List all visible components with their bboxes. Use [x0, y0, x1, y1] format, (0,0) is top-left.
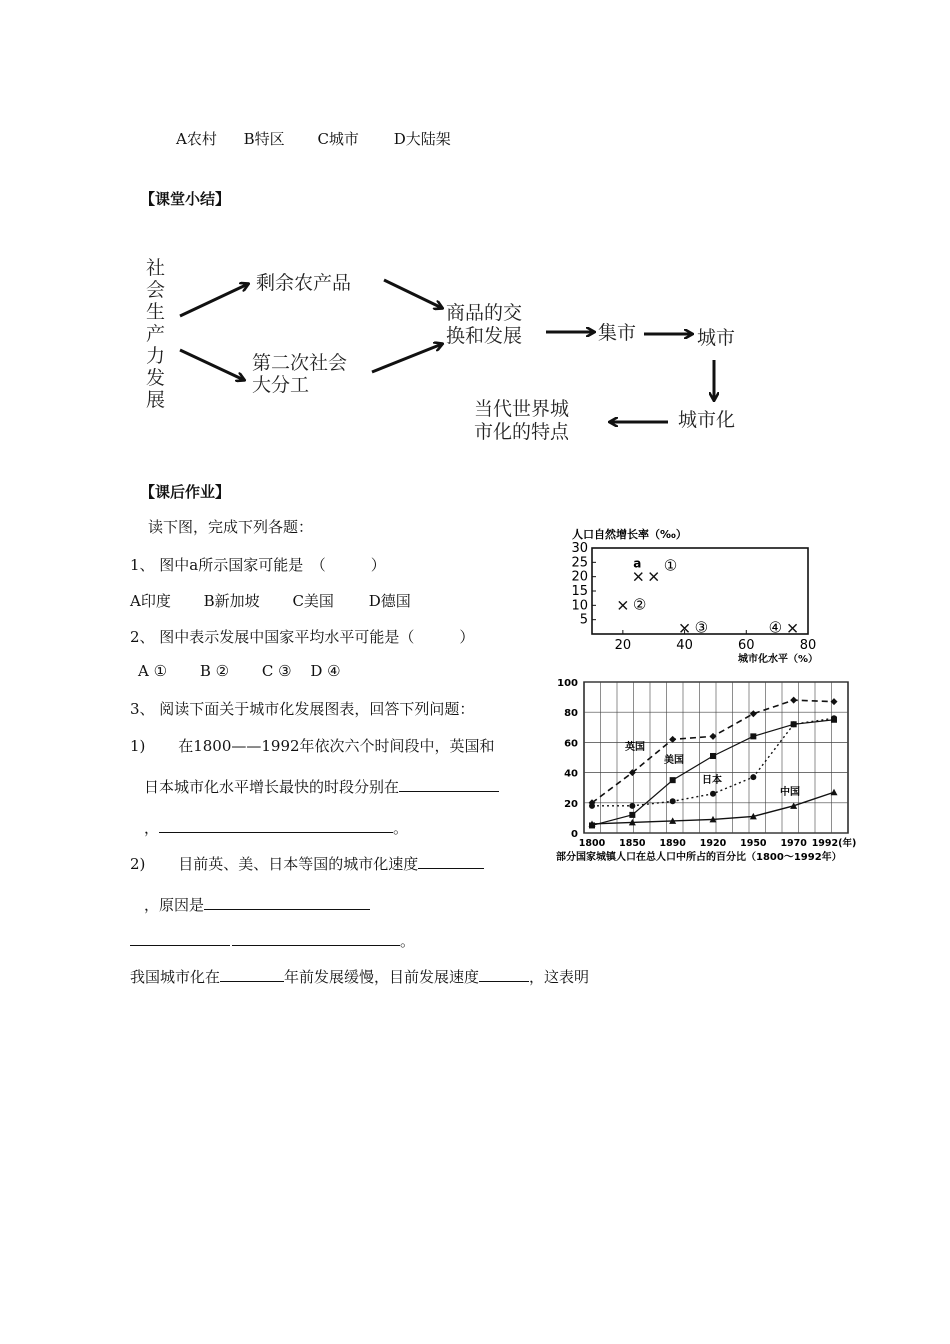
- prev-option-a: A农村: [176, 130, 217, 148]
- arrow-to-surplus: [180, 284, 248, 316]
- exchange-label-1: 商品的交: [446, 302, 523, 324]
- answer-blank-3[interactable]: [418, 854, 484, 869]
- q3-sub2-number: 2): [130, 855, 146, 873]
- line-chart-y-tick-label: 60: [564, 738, 578, 750]
- q3-last-text-2: 年前发展缓慢，目前发展速度: [284, 968, 480, 986]
- q3-period-1: 。: [393, 819, 409, 837]
- features-label-2: 市化的特点: [474, 421, 570, 443]
- line-series-label: 中国: [780, 787, 800, 798]
- homework-heading: 【课后作业】: [140, 483, 231, 501]
- answer-blank-5[interactable]: [130, 931, 230, 946]
- answer-blank-6[interactable]: [232, 931, 400, 946]
- line-chart-y-tick-label: 20: [564, 798, 578, 810]
- answer-blank-8[interactable]: [479, 967, 529, 982]
- line-point-marker: [831, 715, 837, 721]
- arrow-surplus-to-exchange: [384, 280, 442, 308]
- q2-option-a: A ①: [138, 662, 168, 680]
- q1-option-c: C美国: [292, 592, 334, 610]
- arrow-to-division: [180, 350, 244, 380]
- prev-option-b: B特区: [243, 130, 285, 148]
- scatter-y-tick-label: 5: [579, 612, 588, 628]
- scatter-point-marker: [789, 624, 797, 632]
- scatter-chart: [552, 524, 852, 668]
- city-label: 城市: [697, 327, 736, 349]
- social-division-label-1: 第二次社会: [252, 352, 348, 374]
- line-series-label: 美国: [664, 755, 684, 766]
- line-chart: [548, 670, 858, 866]
- summary-heading: 【课堂小结】: [140, 190, 231, 208]
- scatter-point-marker: [619, 601, 627, 609]
- scatter-points: [619, 557, 797, 637]
- line-chart-y-tick-label: 40: [564, 768, 578, 780]
- answer-blank-1[interactable]: [399, 777, 499, 792]
- answer-blank-4[interactable]: [204, 895, 370, 910]
- scatter-y-tick-label: 10: [571, 598, 588, 614]
- scatter-point-label-a: a: [633, 556, 642, 571]
- productivity-char: 社: [146, 257, 166, 279]
- line-point-marker: [710, 733, 717, 740]
- prev-option-c: C城市: [317, 130, 359, 148]
- q3-sub1-text-2: 日本城市化水平增长最快的时段分别在: [144, 778, 400, 796]
- line-chart-x-tick-label: 1970: [780, 838, 807, 849]
- scatter-x-tick-label: 60: [738, 638, 755, 653]
- line-point-marker: [669, 736, 676, 743]
- q1-options: [130, 590, 411, 611]
- q2-option-c: C ③: [261, 662, 292, 680]
- q3-text: 3、 阅读下面关于城市化发展图表，回答下列问题：: [130, 700, 475, 718]
- line-chart-series: [589, 697, 838, 829]
- arrow-division-to-exchange: [372, 344, 442, 372]
- line-chart-x-tick-label: 1920: [699, 838, 727, 849]
- scatter-point-marker: [650, 573, 658, 581]
- line-point-marker: [670, 777, 676, 783]
- scatter-y-tick-label: 25: [571, 555, 588, 571]
- market-label: 集市: [598, 322, 637, 344]
- line-point-marker: [750, 774, 756, 780]
- answer-blank-2[interactable]: [159, 818, 393, 833]
- surplus-products-label: 剩余农产品: [256, 272, 352, 294]
- scatter-y-tick-label: 30: [571, 541, 588, 556]
- q3-reason-text: ，原因是: [144, 896, 205, 914]
- q1-option-b: B新加坡: [203, 592, 260, 610]
- line-chart-x-tick-label: 1992(年): [811, 838, 857, 849]
- features-label-1: 当代世界城: [474, 398, 570, 420]
- line-point-marker: [790, 697, 797, 704]
- q3-sub2-text: 目前英、美、日本等国的城市化速度: [178, 855, 419, 873]
- q1-option-d: D德国: [368, 592, 411, 610]
- social-division-label-2: 大分工: [252, 374, 310, 396]
- scatter-x-tick-label: 40: [676, 638, 693, 653]
- scatter-x-axis-label: 城市化水平（%）: [738, 654, 819, 665]
- scatter-y-axis-label: 人口自然增长率（‰）: [572, 528, 687, 541]
- intro-text: 读下图，完成下列各题：: [148, 518, 314, 536]
- q3-sub1-line3: [144, 817, 408, 838]
- scatter-point-label: ③: [694, 618, 709, 637]
- line-chart-x-tick-label: 1850: [619, 838, 646, 849]
- line-chart-title: 部分国家城镇人口在总人口中所占的百分比（1800～1992年）: [556, 852, 842, 863]
- line-chart-y-tick-label: 0: [571, 829, 578, 840]
- q3-sub1-line2: [144, 776, 499, 797]
- line-point-marker: [791, 721, 797, 727]
- answer-blank-7[interactable]: [220, 967, 284, 982]
- line-chart-y-tick-label: 80: [564, 708, 578, 720]
- summary-flow-diagram: [140, 252, 780, 452]
- productivity-char: 展: [146, 389, 166, 411]
- productivity-char: 会: [146, 279, 166, 301]
- productivity-char: 生: [146, 301, 166, 323]
- q3-sub2-line3: [130, 930, 415, 951]
- q3-comma: ，: [144, 819, 160, 837]
- q3-last-text-3: ，这表明: [529, 968, 590, 986]
- prev-option-d: D大陆架: [393, 130, 451, 148]
- line-chart-x-tick-label: 1800: [578, 838, 606, 849]
- scatter-y-tick-label: 15: [571, 584, 588, 599]
- q1-text: 1、 图中a所示国家可能是 （ ）: [130, 556, 386, 574]
- productivity-development-label: [146, 257, 165, 411]
- line-point-marker: [750, 733, 756, 739]
- line-point-marker: [629, 812, 635, 818]
- prev-question-options: [176, 128, 451, 149]
- scatter-point-label: ④: [768, 618, 783, 637]
- line-point-marker: [710, 791, 716, 797]
- line-point-marker: [710, 753, 716, 759]
- q1-option-a: A印度: [130, 592, 171, 610]
- scatter-x-tick-label: 80: [799, 638, 817, 653]
- scatter-point-label: ②: [632, 595, 647, 614]
- line-chart-y-tick-label: 100: [557, 678, 578, 689]
- q3-period-2: 。: [400, 932, 416, 950]
- q3-last-line: [130, 966, 589, 987]
- exchange-label-2: 换和发展: [446, 325, 523, 347]
- q3-sub1-number: 1): [130, 737, 146, 755]
- line-series-label: 英国: [625, 742, 645, 753]
- q3-sub1-text: 在1800——1992年依次六个时间段中，英国和: [178, 737, 495, 755]
- scatter-y-tick-label: 20: [571, 569, 588, 585]
- line-series-label: 日本: [702, 775, 722, 786]
- q3-sub2-line2: [144, 894, 370, 915]
- line-point-marker: [750, 710, 757, 717]
- q2-option-d: D ④: [310, 662, 341, 680]
- line-point-marker: [629, 803, 635, 809]
- line-point-marker: [589, 803, 595, 809]
- q2-options: [138, 662, 341, 680]
- urbanization-label: 城市化: [678, 409, 736, 431]
- scatter-point-label: ①: [663, 556, 678, 575]
- line-point-marker: [670, 798, 676, 804]
- line-chart-x-tick-label: 1950: [740, 838, 767, 849]
- line-chart-x-tick-label: 1890: [659, 838, 686, 849]
- line-chart-series-labels: [625, 740, 800, 798]
- q3-sub1-line1: [130, 735, 495, 756]
- q3-last-text-1: 我国城市化在: [130, 968, 221, 986]
- scatter-x-tick-label: 20: [614, 638, 632, 653]
- q2-text: 2、 图中表示发展中国家平均水平可能是（ ）: [130, 628, 475, 646]
- productivity-char: 发: [146, 367, 166, 389]
- scatter-point-marker: [634, 573, 642, 581]
- q2-option-b: B ②: [199, 662, 230, 680]
- q3-sub2-line1: [130, 853, 484, 874]
- productivity-char: 产: [146, 323, 166, 345]
- productivity-char: 力: [146, 345, 166, 367]
